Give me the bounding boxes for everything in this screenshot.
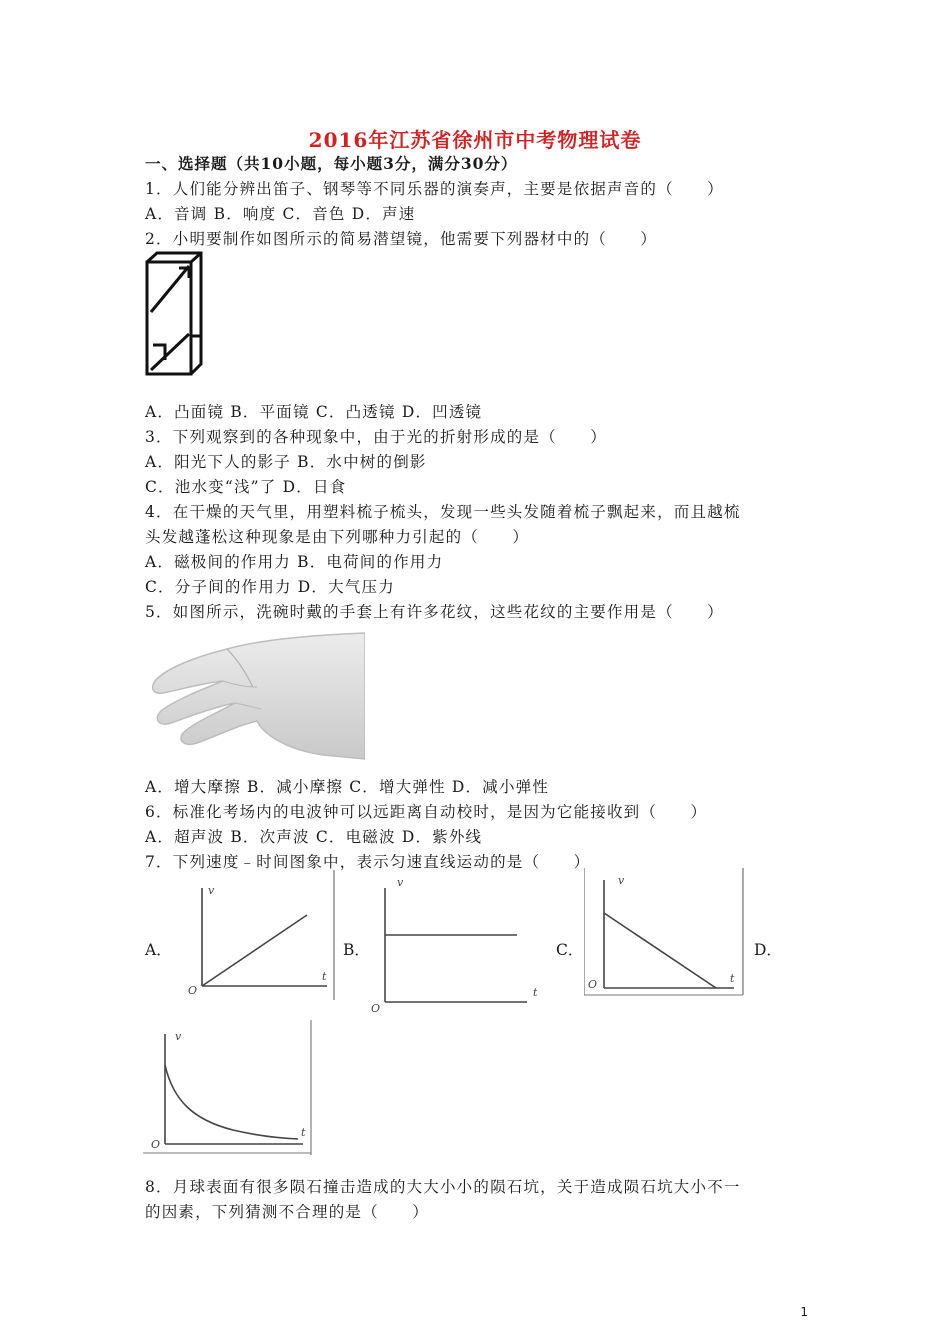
question-7: 7．下列速度﹣时间图象中，表示匀速直线运动的是（ ） (145, 853, 591, 871)
question-3-options-1: A．阳光下人的影子 B．水中树的倒影 (145, 453, 427, 471)
option-a-label: A． (145, 941, 172, 959)
graph-c-t-label: t (730, 972, 735, 985)
question-4-options-1: A．磁极间的作用力 B．电荷间的作用力 (145, 553, 444, 571)
page-number: 1 (800, 1305, 808, 1319)
graph-d (143, 1020, 313, 1155)
graph-c-line (604, 913, 716, 988)
graph-b (367, 868, 537, 1013)
graph-d-curve (165, 1065, 298, 1139)
graph-a (172, 870, 337, 1000)
page-title: 2016年江苏省徐州市中考物理试卷 (308, 128, 642, 152)
question-2: 2．小明要制作如图所示的简易潜望镜，他需要下列器材中的（ ） (145, 230, 658, 248)
graph-d-v-label: v (175, 1030, 182, 1043)
periscope-figure (143, 250, 205, 378)
question-4-line-1: 4．在干燥的天气里，用塑料梳子梳头，发现一些头发随着梳子飘起来，而且越梳 (145, 503, 741, 521)
question-2-options: A．凸面镜 B．平面镜 C．凸透镜 D．凹透镜 (145, 403, 483, 421)
question-6: 6．标准化考场内的电波钟可以远距离自动校时，是因为它能接收到（ ） (145, 803, 708, 821)
graph-d-t-label: t (301, 1126, 306, 1139)
graph-a-origin-label: O (188, 984, 198, 997)
graph-b-v-label: v (397, 876, 404, 889)
question-4-line-2: 头发越蓬松这种现象是由下列哪种力引起的（ ） (145, 528, 530, 546)
graph-c (584, 868, 746, 998)
question-5: 5．如图所示，洗碗时戴的手套上有许多花纹，这些花纹的主要作用是（ ） (145, 603, 724, 621)
section-heading: 一、选择题（共10小题，每小题3分，满分30分） (145, 154, 518, 173)
question-8-line-2: 的因素，下列猜测不合理的是（ ） (145, 1203, 429, 1221)
question-3-options-2: C．池水变“浅”了 D．日食 (145, 478, 347, 496)
graph-c-origin-label: O (588, 978, 598, 991)
graph-a-t-label: t (322, 970, 327, 983)
question-8-line-1: 8．月球表面有很多陨石撞击造成的大大小小的陨石坑，关于造成陨石坑大小不一 (145, 1178, 741, 1196)
question-5-options: A．增大摩擦 B．减小摩擦 C．增大弹性 D．减小弹性 (145, 778, 550, 796)
graph-a-v-label: v (208, 884, 215, 897)
option-d-label: D． (754, 941, 782, 959)
question-1: 1．人们能分辨出笛子、钢琴等不同乐器的演奏声，主要是依据声音的（ ） (145, 180, 724, 198)
graph-d-origin-label: O (151, 1138, 161, 1151)
question-1-options: A．音调 B．响度 C．音色 D．声速 (145, 205, 416, 223)
graph-a-line (202, 915, 307, 986)
graph-b-origin-label: O (371, 1002, 381, 1013)
question-3: 3．下列观察到的各种现象中，由于光的折射形成的是（ ） (145, 428, 607, 446)
question-6-options: A．超声波 B．次声波 C．电磁波 D．紫外线 (145, 828, 483, 846)
option-b-label: B． (343, 941, 370, 959)
graph-b-t-label: t (533, 986, 537, 999)
graph-c-v-label: v (618, 874, 625, 887)
option-c-label: C． (556, 941, 584, 959)
question-4-options-2: C．分子间的作用力 D．大气压力 (145, 578, 395, 596)
glove-figure (143, 625, 365, 765)
